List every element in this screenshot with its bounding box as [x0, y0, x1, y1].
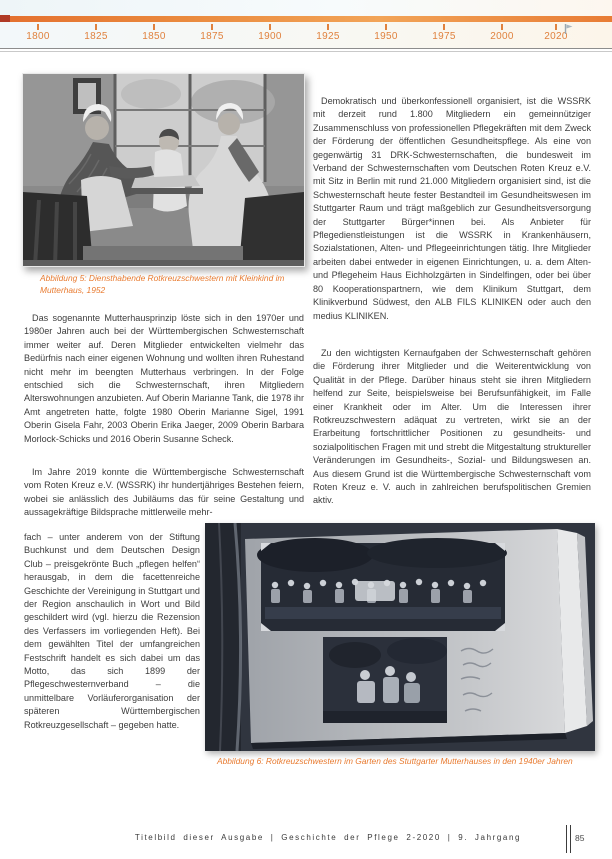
timeline-tick [443, 24, 445, 30]
timeline-tick [153, 24, 155, 30]
timeline-tick [211, 24, 213, 30]
timeline-tick [501, 24, 503, 30]
paragraph-text: Demokratisch und überkonfessionell organisiert, ist die WSSRK mit derzeit rund 1.800 Mitgliedern ein gemeinnütziger Zusammenschluss von professionellen Pflegekräften mit dem Zweck der Förderung der öffentlichen Gesundheitspflege. Als eine von gegenwärtig 31 DRK-Schwesternschaften, die bundesweit im Verband der Schwesternschaften vom Deutschen Roten Kreuz e.V. mit Sitz in Berlin mit rund 21.000 Mitgliedern organisiert sind, ist die Schwesternschaft heute fester Bestandteil im Gesundheitswesen im Stuttgarter Raum und trägt maßgeblich zur Gesundheitsversorgung der Stuttgarter Bürger*innen bei. Als Anbieter für Pflegedienstleistungen ist die WSSRK in Krankenhäusern, Sozialstationen, Alten- und Pflegeeinrichtungen tätig. Ihre Mitglieder arbeiten dabei entweder in eigenen Einrichtungen, u. a. dem Alten- und Pflegeheim Haus Eichholzgärten in Sindelfingen, oder bei über 80 Kooperationspartnern, wie dem Klinikum Stuttgart, dem Klinikverbund Südwest, den ALB FILS KLINIKEN oder auch den medius KLINIKEN. [313, 96, 591, 321]
timeline-tick [37, 24, 39, 30]
timeline-tick [385, 24, 387, 30]
right-column-paragraph-1 [313, 95, 591, 323]
nurses-with-child-illustration [23, 74, 304, 266]
timeline-year-label: 1900 [258, 31, 282, 42]
timeline-flag-icon [564, 21, 573, 31]
timeline-year-label: 1800 [26, 31, 50, 42]
timeline-tick [269, 24, 271, 30]
timeline-tick [95, 24, 97, 30]
timeline-tick [555, 24, 557, 30]
figure5-photo [22, 73, 305, 267]
paragraph-text: Im Jahre 2019 konnte die Württembergische Schwesternschaft vom Roten Kreuz e.V. (WSSRK) ihr hundertjähriges Bestehen feiern, wobei sie anlässlich des Jubiläums das für seine Gestaltung und aussagekräftige Bildsprache mittlerweile mehr- [24, 467, 304, 518]
figure5-caption: Abbildung 5: Diensthabende Rotkreuzschwestern mit Kleinkind im Mutterhaus, 1952 [40, 273, 285, 295]
figure6-caption: Abbildung 6: Rotkreuzschwestern im Garten des Stuttgarter Mutterhauses in den 1940er Jahren [217, 756, 573, 766]
left-column-paragraph-2-continued [24, 531, 200, 732]
left-column-paragraph-1 [24, 312, 304, 446]
paragraph-text: Zu den wichtigsten Kernaufgaben der Schwesternschaft gehören die Förderung ihrer Mitglieder und die Weiterentwicklung von Qualität in der Pflege. Darüber hinaus steht sie ihren Mitgliedern helfend zur Seite, beispielsweise bei Berufsunfähigkeit, im Falle einer Krankheit oder im Alter. Um die Interessen ihrer Rotkreuzschwestern adäquat zu vertreten, wirkt sie an der Erarbeitung fortschrittlicher Positionen zu gesundheits- und sozialpolitischen Fragen mit und strebt die Mitgestaltung struktureller Veränderungen im Gesundheits-, Sozial- und Bildungswesen an. Aus diesem Grund ist die Württembergische Schwesternschaft vom Roten Kreuz e. V. auch in zahlreichen berufspolitischen Gremien aktiv. [313, 348, 591, 506]
page-number: 85 [575, 833, 585, 843]
timeline-year-label: 1825 [84, 31, 108, 42]
timeline-year-label: 1875 [200, 31, 224, 42]
right-column-paragraph-2 [313, 347, 591, 508]
timeline-tick [327, 24, 329, 30]
timeline-year-label: 2000 [490, 31, 514, 42]
left-column-paragraph-2-start [24, 466, 304, 520]
timeline-year-label: 1975 [432, 31, 456, 42]
footer-issue-line: Titelbild dieser Ausgabe | Geschichte der Pflege 2-2020 | 9. Jahrgang [134, 833, 522, 842]
timeline-rule-light [0, 51, 612, 52]
paragraph-text: Das sogenannte Mutterhausprinzip löste sich in den 1970er und 1980er Jahren auch bei der Württembergischen Schwesternschaft immer weiter auf. Deren Mitglieder entwickelten vielmehr das Bedürfnis nach einer eigenen Wohnung und wollten ihren Ruhestand nicht mehr im beengten Mutterhaus verbringen. In der Folge entschied sich die Schwesternschaft, ihren Mitgliedern Alterswohnungen anzubieten. Auf Oberin Marianne Tank, die 1978 ihr Amt angetreten hatte, folgte 1980 Oberin Marianne Sigel, 1991 Oberin Gisela Fahr, 2003 Oberin Erika Jaeger, 2009 Oberin Barbara Morlock-Schicks und 2016 Oberin Susanne Scheck. [24, 313, 304, 444]
timeline-year-label: 1950 [374, 31, 398, 42]
timeline-rule-dark [0, 48, 612, 49]
paragraph-text: fach – unter anderem von der Stiftung Buchkunst und dem Deutschen Design Club – preisgekrönte Buch „pflegen helfen“ herausgab, in dem die facettenreiche Geschichte der Vereinigung in Stuttgart und der Region anschaulich in Wort und Bild geschildert wird (vgl. hierzu die Rezension des Verfassers im vorliegenden Heft). Bei dem gewählten Titel der umfangreichen Festschrift handelt es sich dabei um das Motto, das sich 1899 der Pflegeschwesternverband – die unmittelbare Vorläuferorganisation der späteren Württembergischen Rotkreuzgesellschaft – gegeben hatte. [24, 532, 200, 730]
photo-album-illustration [205, 523, 595, 751]
figure6-photo [205, 523, 595, 751]
timeline-sky-band [0, 0, 612, 16]
timeline-year-label: 1925 [316, 31, 340, 42]
footer-divider [566, 825, 571, 853]
timeline-year-label: 1850 [142, 31, 166, 42]
timeline-year-label: 2020 [544, 31, 568, 42]
